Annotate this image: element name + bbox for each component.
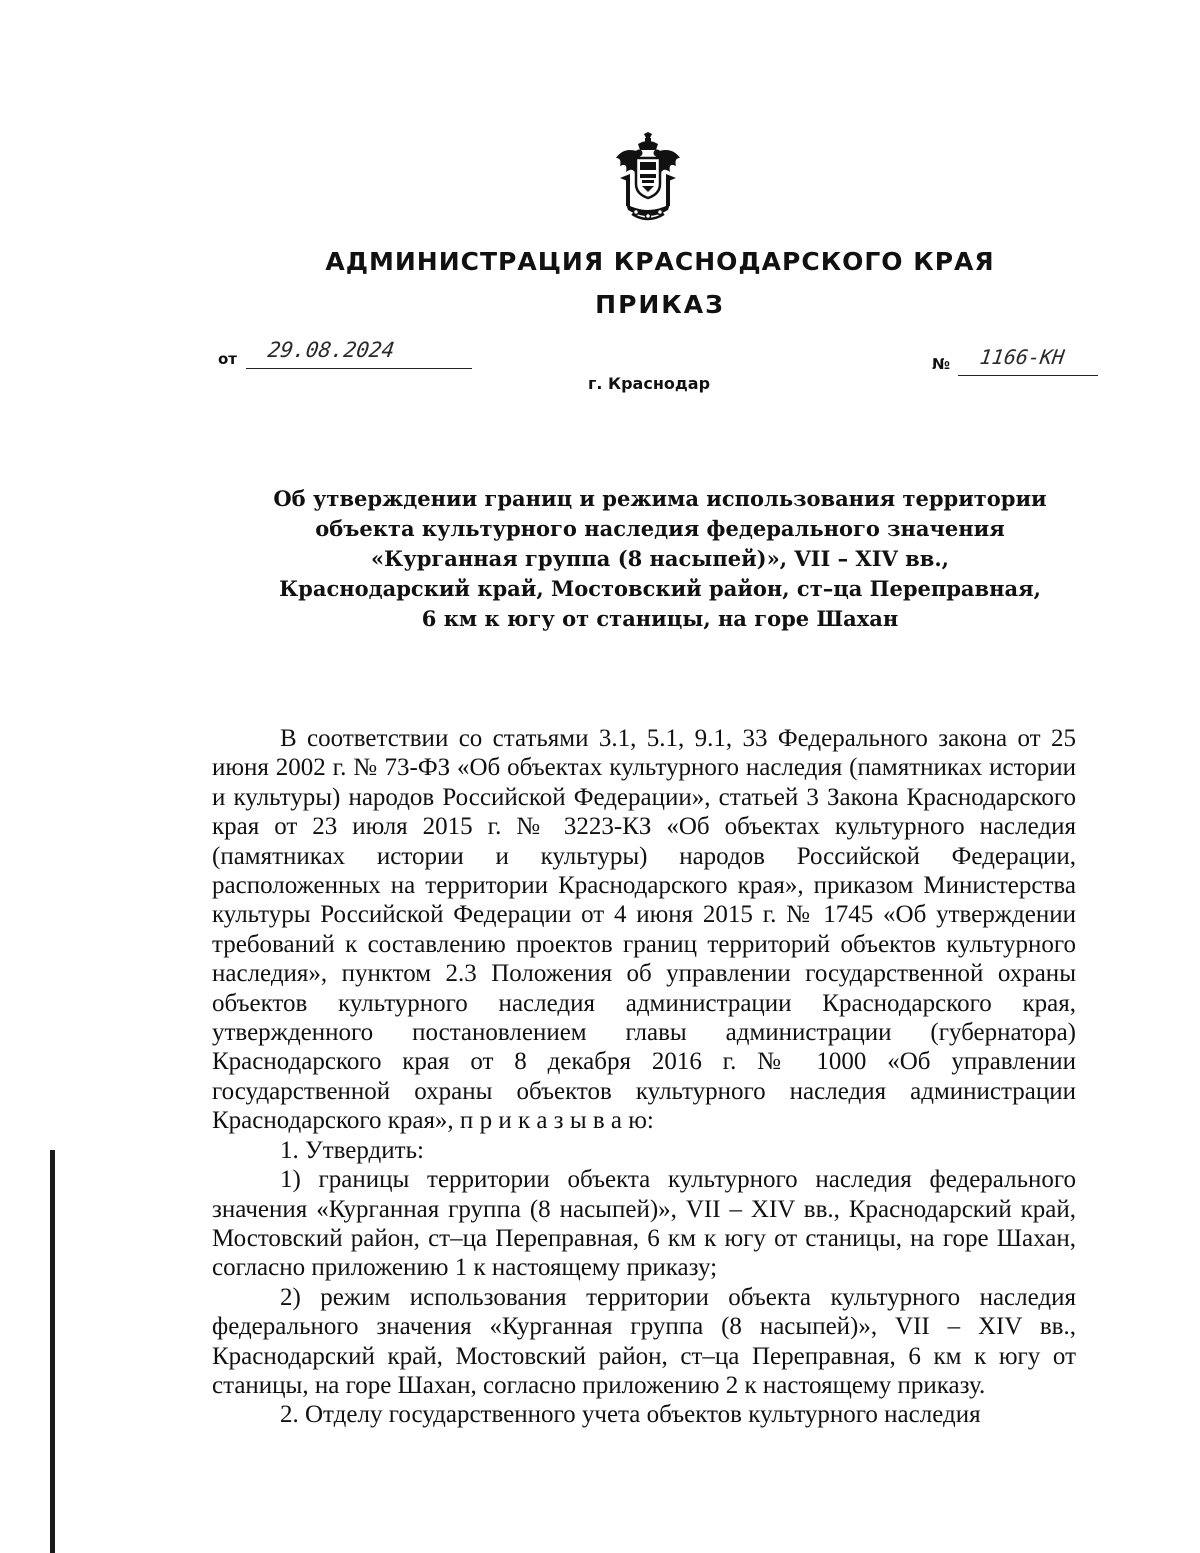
body-paragraph: 2. Отделу государственного учета объектов культурного наследия bbox=[280, 1401, 981, 1429]
body-paragraph: В соответствии со статьями 3.1, 5.1, 9.1, 33 Федерального закона от 25 июня 2002 г. № 73-ФЗ «Об объектах культурного наследия (памятниках истории и культуры) народов Российской Федерации», статьей 3 Закона Краснодарского края от 23 июля 2015 г. № 3223-КЗ «Об объектах культурного наследия (памятниках истории и культуры) народов Российской Федерации, расположенных на территории Краснодарского края», приказом Министерства культуры Российской Федерации от 4 июня 2015 г. № 1745 «Об утверждении требований к составлению проектов границ территорий объектов культурного наследия», пунктом 2.3 Положения об управлении государственной охраны объектов культурного наследия администрации Краснодарского края, утвержденного постановлением главы администрации (губернатора) Краснодарского края от 8 декабря 2016 г. № 1000 «Об управлении государственной охраны объектов культурного наследия администрации Краснодарского края», п р и к а з ы в а ю: bbox=[212, 725, 1076, 1135]
date-underline bbox=[246, 368, 472, 369]
date-value: 29.08.2024 bbox=[266, 338, 397, 362]
subject-line: объекта культурного наследия федерального значения bbox=[315, 516, 1005, 541]
date-label: от bbox=[218, 350, 237, 368]
body-paragraph: 1) границы территории объекта культурного наследия федерального значения «Курганная группа (8 насыпей)», VII – XIV вв., Краснодарский край, Мостовский район, ст–ца Переправная, 6 км к югу от станицы, на горе Шахан, согласно приложению 1 к настоящему приказу; bbox=[212, 1166, 1076, 1282]
document-subject bbox=[240, 484, 1080, 634]
number-underline bbox=[958, 375, 1098, 376]
organization-title: АДМИНИСТРАЦИЯ КРАСНОДАРСКОГО КРАЯ bbox=[325, 247, 995, 276]
subject-line: «Курганная группа (8 насыпей)», VII – XIV вв., bbox=[371, 546, 949, 571]
document-body bbox=[212, 724, 1076, 1430]
scan-edge-line bbox=[50, 1150, 55, 1553]
subject-line: Об утверждении границ и режима использования территории bbox=[273, 486, 1047, 511]
subject-line: 6 км к югу от станицы, на горе Шахан bbox=[421, 606, 899, 631]
place-of-issue: г. Краснодар bbox=[588, 374, 711, 393]
document-type: ПРИКАЗ bbox=[595, 290, 725, 319]
number-value: 1166-КН bbox=[978, 345, 1066, 369]
subject-line: Краснодарский край, Мостовский район, ст–ца Переправная, bbox=[279, 576, 1041, 601]
coat-of-arms-icon bbox=[612, 132, 684, 224]
body-paragraph: 1. Утвердить: bbox=[280, 1136, 424, 1164]
number-label: № bbox=[932, 355, 951, 373]
body-paragraph: 2) режим использования территории объекта культурного наследия федерального значения «Курганная группа (8 насыпей)», VII – XIV вв., Краснодарский край, Мостовский район, ст–ца Переправная, 6 км к югу от станицы, на горе Шахан, согласно приложению 2 к настоящему приказу. bbox=[212, 1283, 1076, 1399]
